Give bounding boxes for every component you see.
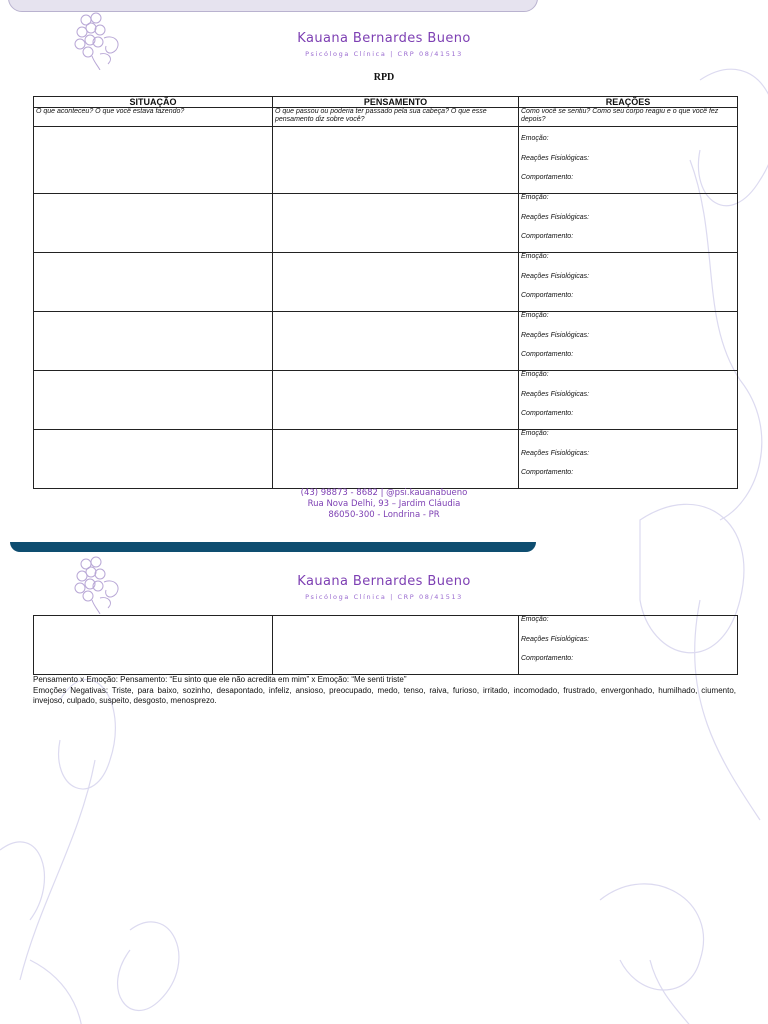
negative-emotions-note: Emoções Negativas: Triste, para baixo, sozinho, desapontado, infeliz, ansioso, preocupado, medo, tenso, raiva, furioso, irritado, incomodado, frustrado, envergonhado, humilhado, ciumento, invejoso, culpado, suspeito, desgosto, menosprezo.	[33, 685, 736, 705]
emotion-label: Emoção:	[521, 430, 549, 437]
reactions-cell[interactable]	[519, 371, 738, 430]
therapist-name: Kauana Bernardes Bueno	[297, 574, 471, 589]
thought-cell[interactable]	[273, 312, 519, 371]
situation-cell[interactable]	[34, 127, 273, 194]
physiological-label: Reações Fisiológicas:	[521, 450, 590, 457]
situation-cell[interactable]	[34, 253, 273, 312]
page-divider-banner	[10, 542, 536, 552]
table-row	[34, 430, 738, 489]
situation-cell[interactable]	[34, 616, 273, 675]
contact-postal-city: 86050-300 - Londrina - PR	[328, 510, 440, 520]
hint-thought: O que passou ou poderia ter passado pela sua cabeça? O que esse pensamento diz sobre você?	[273, 108, 519, 127]
physiological-label: Reações Fisiológicas:	[521, 273, 590, 280]
behavior-label: Comportamento:	[521, 351, 574, 358]
therapist-name: Kauana Bernardes Bueno	[297, 31, 471, 46]
reactions-cell[interactable]	[519, 312, 738, 371]
situation-cell[interactable]	[34, 194, 273, 253]
physiological-label: Reações Fisiológicas:	[521, 636, 590, 643]
column-header-situation: SITUAÇÃO	[34, 97, 273, 108]
behavior-label: Comportamento:	[521, 655, 574, 662]
table-row	[34, 194, 738, 253]
reactions-cell[interactable]	[519, 194, 738, 253]
emotion-label: Emoção:	[521, 616, 549, 623]
therapist-credentials: Psicóloga Clínica | CRP 08/41513	[305, 50, 463, 58]
physiological-label: Reações Fisiológicas:	[521, 155, 590, 162]
thought-cell[interactable]	[273, 194, 519, 253]
table-row	[34, 616, 738, 675]
thought-cell[interactable]	[273, 127, 519, 194]
behavior-label: Comportamento:	[521, 174, 574, 181]
behavior-label: Comportamento:	[521, 469, 574, 476]
thought-cell[interactable]	[273, 371, 519, 430]
emotion-label: Emoção:	[521, 194, 549, 201]
therapist-credentials: Psicóloga Clínica | CRP 08/41513	[305, 593, 463, 601]
emotion-label: Emoção:	[521, 135, 549, 142]
hint-situation: O que aconteceu? O que você estava fazendo?	[34, 108, 273, 127]
contact-phone-instagram: (43) 98873 - 8682 | @psi.kauanabueno	[300, 488, 468, 498]
emotion-label: Emoção:	[521, 312, 549, 319]
physiological-label: Reações Fisiológicas:	[521, 214, 590, 221]
physiological-label: Reações Fisiológicas:	[521, 391, 590, 398]
behavior-label: Comportamento:	[521, 292, 574, 299]
thought-cell[interactable]	[273, 430, 519, 489]
behavior-label: Comportamento:	[521, 410, 574, 417]
column-header-thought: PENSAMENTO	[273, 97, 519, 108]
reactions-cell[interactable]	[519, 253, 738, 312]
behavior-label: Comportamento:	[521, 233, 574, 240]
hint-reactions: Como você se sentiu? Como seu corpo reagiu e o que você fez depois?	[519, 108, 738, 127]
table-row	[34, 312, 738, 371]
contact-address: Rua Nova Delhi, 93 – Jardim Cláudia	[307, 499, 461, 509]
table-header-row	[34, 97, 738, 108]
physiological-label: Reações Fisiológicas:	[521, 332, 590, 339]
thought-cell[interactable]	[273, 253, 519, 312]
example-note: Pensamento x Emoção: Pensamento: “Eu sinto que ele não acredita em mim” x Emoção: “Me senti triste”	[33, 675, 407, 684]
emotion-label: Emoção:	[521, 371, 549, 378]
table-row	[34, 127, 738, 194]
thought-cell[interactable]	[273, 616, 519, 675]
table-hint-row	[34, 108, 738, 127]
rpd-table	[33, 96, 738, 489]
situation-cell[interactable]	[34, 371, 273, 430]
situation-cell[interactable]	[34, 312, 273, 371]
page-title: RPD	[373, 72, 395, 83]
notes-section	[33, 675, 736, 707]
reactions-cell[interactable]	[519, 430, 738, 489]
situation-cell[interactable]	[34, 430, 273, 489]
table-row	[34, 371, 738, 430]
table-row	[34, 253, 738, 312]
reactions-cell[interactable]	[519, 616, 738, 675]
emotion-label: Emoção:	[521, 253, 549, 260]
reactions-cell[interactable]	[519, 127, 738, 194]
column-header-reactions: REAÇÕES	[519, 97, 738, 108]
rpd-table-continued	[33, 615, 738, 675]
